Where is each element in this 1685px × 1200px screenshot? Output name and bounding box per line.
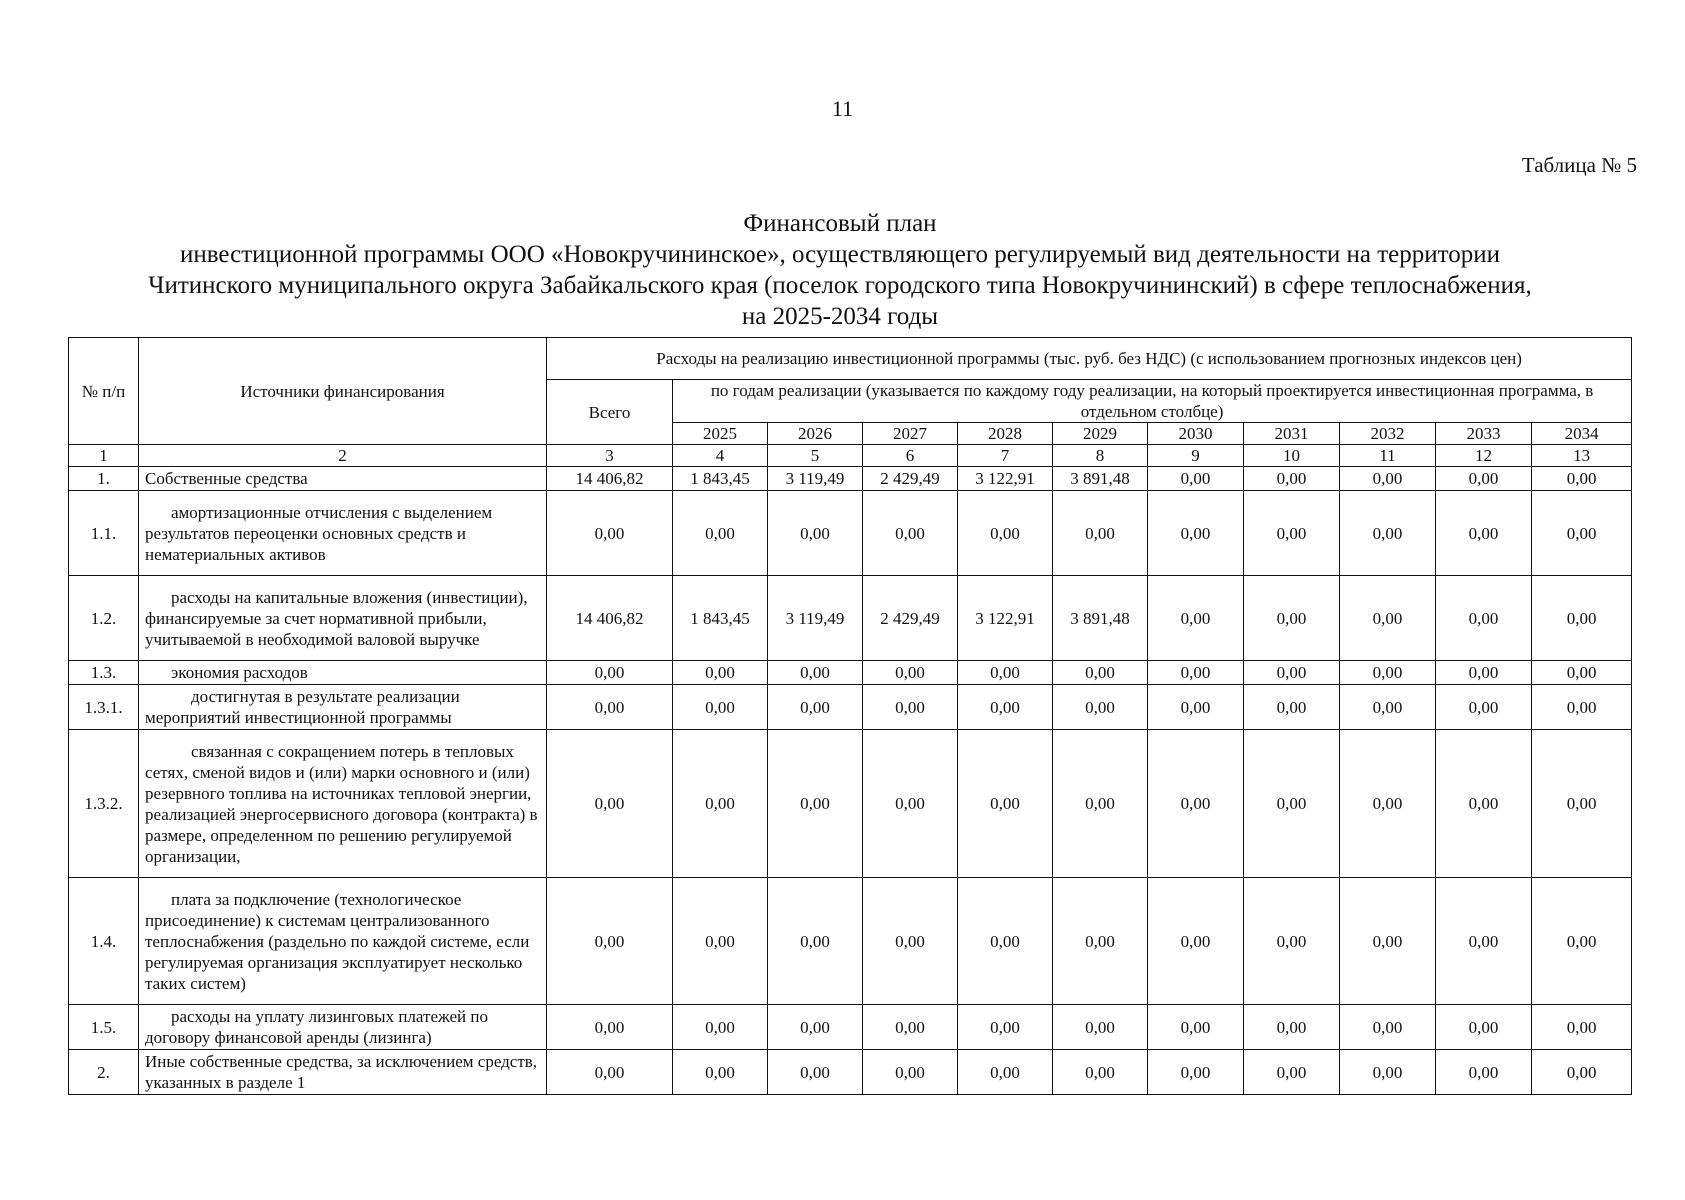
- row-year-value: 0,00: [1148, 685, 1244, 730]
- row-year-value: 0,00: [1053, 878, 1148, 1005]
- row-year-value: 0,00: [1244, 878, 1340, 1005]
- row-source: экономия расходов: [139, 661, 547, 685]
- header-year: 2032: [1340, 423, 1436, 445]
- row-number: 1.2.: [69, 576, 139, 661]
- column-number: 13: [1532, 445, 1632, 467]
- row-year-value: 0,00: [1436, 730, 1532, 878]
- row-total: 0,00: [547, 491, 673, 576]
- row-year-value: 0,00: [1148, 730, 1244, 878]
- row-year-value: 0,00: [1340, 467, 1436, 491]
- row-year-value: 0,00: [1340, 1005, 1436, 1050]
- row-year-value: 0,00: [1436, 1050, 1532, 1095]
- row-year-value: 0,00: [1532, 878, 1632, 1005]
- table-row: [69, 1005, 1632, 1050]
- row-year-value: 0,00: [1244, 1050, 1340, 1095]
- header-source: Источники финансирования: [139, 338, 547, 445]
- row-year-value: 0,00: [958, 661, 1053, 685]
- column-number: 4: [673, 445, 768, 467]
- row-number: 2.: [69, 1050, 139, 1095]
- row-year-value: 0,00: [1340, 685, 1436, 730]
- row-number: 1.5.: [69, 1005, 139, 1050]
- column-number: 5: [768, 445, 863, 467]
- row-year-value: 0,00: [1148, 878, 1244, 1005]
- row-number: 1.3.2.: [69, 730, 139, 878]
- row-year-value: 0,00: [1244, 661, 1340, 685]
- row-year-value: 0,00: [1532, 491, 1632, 576]
- table-row: [69, 685, 1632, 730]
- row-year-value: 0,00: [673, 878, 768, 1005]
- row-year-value: 0,00: [958, 685, 1053, 730]
- row-year-value: 2 429,49: [863, 576, 958, 661]
- column-number: 7: [958, 445, 1053, 467]
- row-year-value: 0,00: [1436, 661, 1532, 685]
- table-row: [69, 467, 1632, 491]
- row-year-value: 1 843,45: [673, 576, 768, 661]
- row-year-value: 0,00: [1340, 1050, 1436, 1095]
- header-year: 2028: [958, 423, 1053, 445]
- column-number: 9: [1148, 445, 1244, 467]
- row-year-value: 0,00: [673, 685, 768, 730]
- row-year-value: 3 891,48: [1053, 576, 1148, 661]
- row-source: связанная с сокращением потерь в тепловых сетях, сменой видов и (или) марки основного и (или) резервного топлива на источниках тепловой энергии, реализацией энергосервисного договора (контракта) в размере, определенном по решению регулируемой организации,: [139, 730, 547, 878]
- row-year-value: 0,00: [1053, 685, 1148, 730]
- row-year-value: 0,00: [1340, 576, 1436, 661]
- row-year-value: 0,00: [1244, 491, 1340, 576]
- row-year-value: 0,00: [1148, 1050, 1244, 1095]
- header-year: 2034: [1532, 423, 1632, 445]
- row-year-value: 0,00: [863, 730, 958, 878]
- row-year-value: 0,00: [1244, 730, 1340, 878]
- row-year-value: 0,00: [673, 730, 768, 878]
- row-year-value: 0,00: [958, 491, 1053, 576]
- table-row: [69, 576, 1632, 661]
- row-year-value: 0,00: [1532, 576, 1632, 661]
- row-year-value: 0,00: [768, 878, 863, 1005]
- row-year-value: 0,00: [863, 1005, 958, 1050]
- row-year-value: 0,00: [1340, 878, 1436, 1005]
- row-year-value: 0,00: [1436, 467, 1532, 491]
- row-year-value: 0,00: [1436, 878, 1532, 1005]
- row-source: расходы на уплату лизинговых платежей по договору финансовой аренды (лизинга): [139, 1005, 547, 1050]
- row-year-value: 0,00: [1532, 467, 1632, 491]
- header-total: Всего: [547, 380, 673, 445]
- row-year-value: 0,00: [1340, 491, 1436, 576]
- header-year: 2033: [1436, 423, 1532, 445]
- title-line-2: инвестиционной программы ООО «Новокручининское», осуществляющего регулируемый вид деятельности на территории: [180, 241, 1500, 268]
- row-year-value: 0,00: [768, 685, 863, 730]
- row-year-value: 0,00: [1148, 576, 1244, 661]
- row-year-value: 3 122,91: [958, 467, 1053, 491]
- column-number: 11: [1340, 445, 1436, 467]
- document-title: [40, 208, 1640, 332]
- row-year-value: 0,00: [958, 1050, 1053, 1095]
- row-year-value: 0,00: [1340, 661, 1436, 685]
- column-number: 8: [1053, 445, 1148, 467]
- row-year-value: 0,00: [673, 491, 768, 576]
- row-total: 0,00: [547, 661, 673, 685]
- row-year-value: 3 119,49: [768, 576, 863, 661]
- row-number: 1.1.: [69, 491, 139, 576]
- row-year-value: 0,00: [863, 1050, 958, 1095]
- row-total: 0,00: [547, 878, 673, 1005]
- row-year-value: 0,00: [768, 491, 863, 576]
- row-year-value: 0,00: [958, 730, 1053, 878]
- row-year-value: 0,00: [1053, 1005, 1148, 1050]
- row-year-value: 0,00: [863, 491, 958, 576]
- page-number: 11: [831, 96, 854, 121]
- row-year-value: 3 122,91: [958, 576, 1053, 661]
- header-year: 2031: [1244, 423, 1340, 445]
- row-total: 0,00: [547, 730, 673, 878]
- row-year-value: 0,00: [1436, 576, 1532, 661]
- row-year-value: 0,00: [863, 661, 958, 685]
- row-source: Собственные средства: [139, 467, 547, 491]
- row-number: 1.3.1.: [69, 685, 139, 730]
- row-year-value: 0,00: [1148, 467, 1244, 491]
- row-year-value: 0,00: [1340, 730, 1436, 878]
- header-by-year: по годам реализации (указывается по каждому году реализации, на который проектируется инвестиционная программа, в отдельном столбце): [673, 380, 1632, 423]
- table-row: [69, 1050, 1632, 1095]
- header-year: 2025: [673, 423, 768, 445]
- row-year-value: 0,00: [863, 878, 958, 1005]
- row-year-value: 0,00: [863, 685, 958, 730]
- row-total: 0,00: [547, 1005, 673, 1050]
- row-source: достигнутая в результате реализации мероприятий инвестиционной программы: [139, 685, 547, 730]
- row-year-value: 0,00: [768, 661, 863, 685]
- row-year-value: 2 429,49: [863, 467, 958, 491]
- header-year: 2030: [1148, 423, 1244, 445]
- column-number: 6: [863, 445, 958, 467]
- column-number: 10: [1244, 445, 1340, 467]
- column-number: 12: [1436, 445, 1532, 467]
- row-source: плата за подключение (технологическое присоединение) к системам централизованного теплоснабжения (раздельно по каждой системе, если регулируемая организация эксплуатирует несколько таких систем): [139, 878, 547, 1005]
- row-year-value: 0,00: [1244, 685, 1340, 730]
- row-year-value: 0,00: [768, 1005, 863, 1050]
- row-year-value: 0,00: [768, 730, 863, 878]
- row-number: 1.3.: [69, 661, 139, 685]
- row-year-value: 0,00: [1532, 661, 1632, 685]
- title-line-1: Финансовый план: [743, 210, 937, 237]
- table-row: [69, 661, 1632, 685]
- row-year-value: 0,00: [1053, 1050, 1148, 1095]
- row-year-value: 0,00: [1436, 491, 1532, 576]
- row-year-value: 0,00: [1436, 685, 1532, 730]
- row-year-value: 0,00: [673, 1005, 768, 1050]
- table-label: Таблица № 5: [1521, 153, 1637, 177]
- row-year-value: 0,00: [1436, 1005, 1532, 1050]
- row-year-value: 0,00: [1532, 1005, 1632, 1050]
- row-year-value: 0,00: [1148, 1005, 1244, 1050]
- row-year-value: 0,00: [673, 661, 768, 685]
- table-row: [69, 878, 1632, 1005]
- row-year-value: 1 843,45: [673, 467, 768, 491]
- row-year-value: 0,00: [1053, 730, 1148, 878]
- row-total: 14 406,82: [547, 576, 673, 661]
- row-year-value: 0,00: [958, 1005, 1053, 1050]
- column-number: 1: [69, 445, 139, 467]
- table-row: [69, 491, 1632, 576]
- row-total: 14 406,82: [547, 467, 673, 491]
- title-line-4: на 2025-2034 годы: [741, 303, 939, 330]
- header-year: 2029: [1053, 423, 1148, 445]
- header-year: 2026: [768, 423, 863, 445]
- row-year-value: 0,00: [1532, 1050, 1632, 1095]
- header-year: 2027: [863, 423, 958, 445]
- row-year-value: 0,00: [1148, 661, 1244, 685]
- title-line-3: Читинского муниципального округа Забайкальского края (поселок городского типа Новокручининский) в сфере теплоснабжения,: [148, 272, 1532, 299]
- financial-plan-table: [68, 337, 1632, 1095]
- row-year-value: 0,00: [1244, 467, 1340, 491]
- column-number: 2: [139, 445, 547, 467]
- row-year-value: 0,00: [958, 878, 1053, 1005]
- row-year-value: 0,00: [1532, 685, 1632, 730]
- row-source: расходы на капитальные вложения (инвестиции), финансируемые за счет нормативной прибыли, учитываемой в необходимой валовой выручке: [139, 576, 547, 661]
- row-total: 0,00: [547, 1050, 673, 1095]
- row-year-value: 3 891,48: [1053, 467, 1148, 491]
- header-expenses: Расходы на реализацию инвестиционной программы (тыс. руб. без НДС) (с использованием прогнозных индексов цен): [547, 338, 1632, 380]
- row-source: Иные собственные средства, за исключением средств, указанных в разделе 1: [139, 1050, 547, 1095]
- row-year-value: 0,00: [1053, 491, 1148, 576]
- header-num: № п/п: [69, 338, 139, 445]
- row-year-value: 0,00: [673, 1050, 768, 1095]
- row-year-value: 0,00: [1148, 491, 1244, 576]
- row-total: 0,00: [547, 685, 673, 730]
- row-source: амортизационные отчисления с выделением результатов переоценки основных средств и нематериальных активов: [139, 491, 547, 576]
- row-year-value: 3 119,49: [768, 467, 863, 491]
- row-number: 1.4.: [69, 878, 139, 1005]
- column-number: 3: [547, 445, 673, 467]
- table-row: [69, 730, 1632, 878]
- row-year-value: 0,00: [1532, 730, 1632, 878]
- row-year-value: 0,00: [1244, 1005, 1340, 1050]
- row-year-value: 0,00: [1244, 576, 1340, 661]
- row-year-value: 0,00: [1053, 661, 1148, 685]
- row-year-value: 0,00: [768, 1050, 863, 1095]
- row-number: 1.: [69, 467, 139, 491]
